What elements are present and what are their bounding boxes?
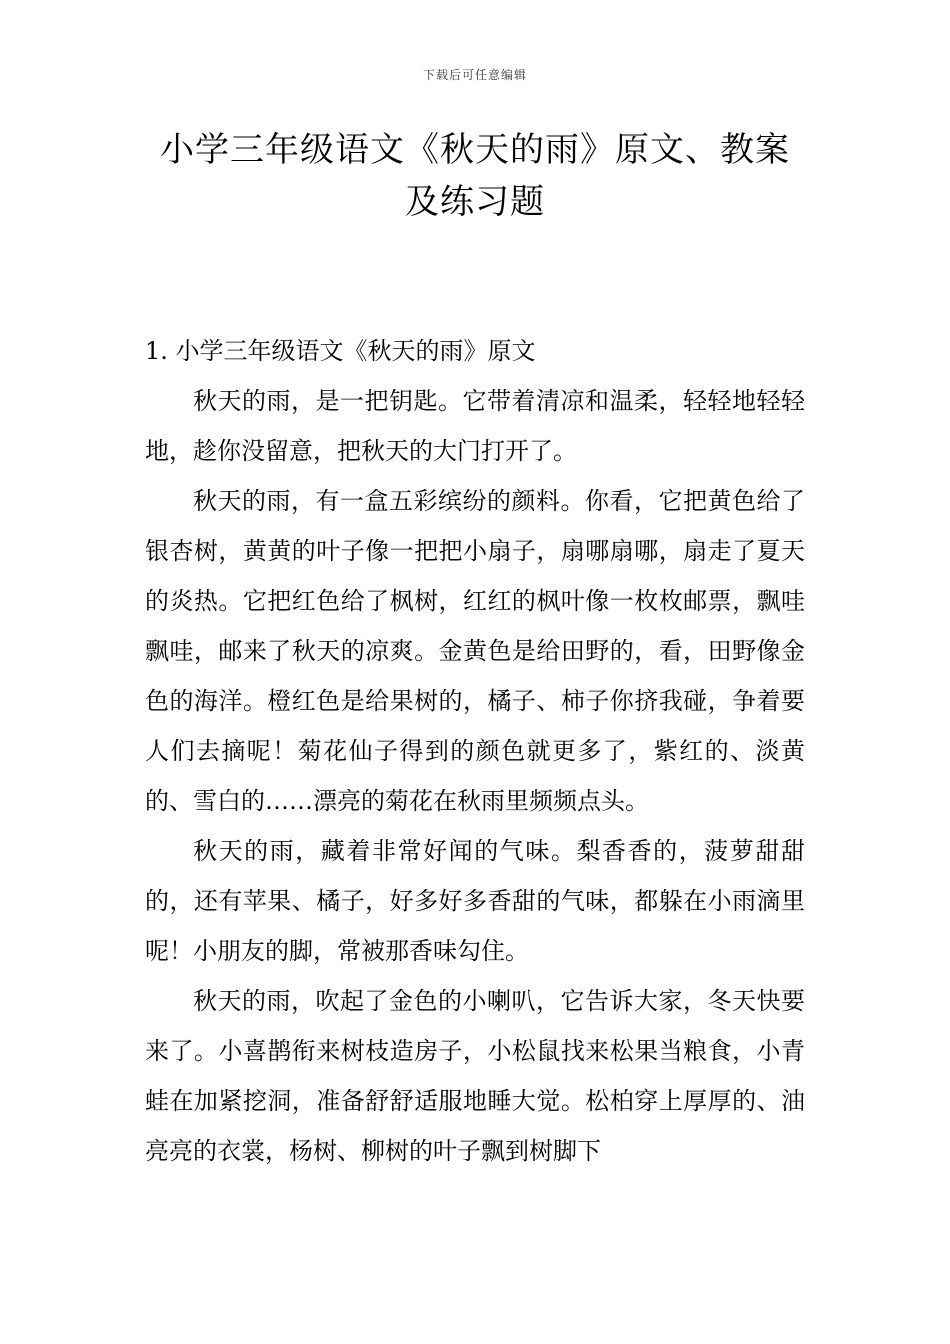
header-note: 下载后可任意编辑 xyxy=(422,68,527,82)
paragraph-3: 秋天的雨，藏着非常好闻的气味。梨香香的，菠萝甜甜的，还有苹果、橘子，好多好多香甜的气味，都躲在小雨滴里呢！小朋友的脚，常被那香味勾住。 xyxy=(145,837,805,965)
paragraph-1: 秋天的雨，是一把钥匙。它带着清凉和温柔，轻轻地轻轻地，趁你没留意，把秋天的大门打开了。 xyxy=(145,387,805,465)
document-title-line-2: 及练习题 xyxy=(405,182,545,222)
paragraph-2: 秋天的雨，有一盒五彩缤纷的颜料。你看，它把黄色给了银杏树，黄黄的叶子像一把把小扇子，扇哪扇哪，扇走了夏天的炎热。它把红色给了枫树，红红的枫叶像一枚枚邮票，飘哇飘哇，邮来了秋天的凉爽。金黄色是给田野的，看，田野像金色的海洋。橙红色是给果树的，橘子、柿子你挤我碰，争着要人们去摘呢！菊花仙子得到的颜色就更多了，紫红的、淡黄的、雪白的……漂亮的菊花在秋雨里频频点头。 xyxy=(145,487,805,815)
document-title xyxy=(145,124,805,228)
document-title-line-1: 小学三年级语文《秋天的雨》原文、教案 xyxy=(160,130,790,170)
paragraph-4: 秋天的雨，吹起了金色的小喇叭，它告诉大家，冬天快要来了。小喜鹊衔来树枝造房子，小松鼠找来松果当粮食，小青蛙在加紧挖洞，准备舒舒适服地睡大觉。松柏穿上厚厚的、油亮亮的衣裳，杨树、柳树的叶子飘到树脚下 xyxy=(145,987,805,1165)
document-body xyxy=(145,326,805,1176)
section-heading: 1. 小学三年级语文《秋天的雨》原文 xyxy=(145,337,536,365)
